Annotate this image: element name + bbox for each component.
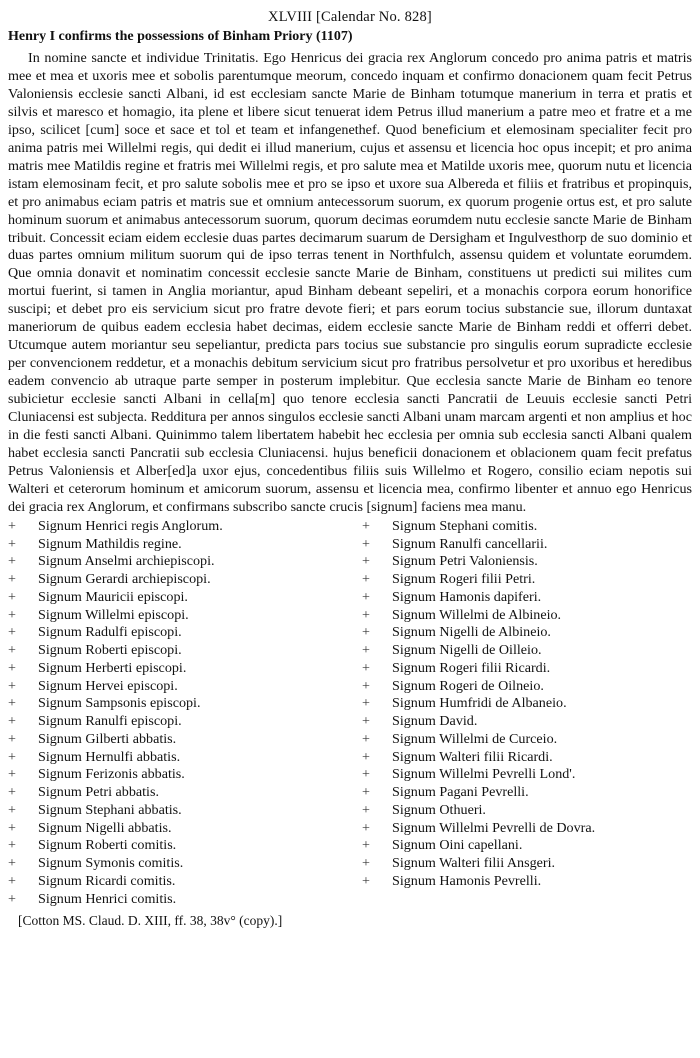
signa-column-right <box>362 518 692 909</box>
cross-mark-icon: + <box>8 659 16 676</box>
cross-mark-icon: + <box>8 517 16 534</box>
signa-column-left <box>8 518 362 909</box>
signum-text: Signum Sampsonis episcopi. <box>38 695 201 712</box>
signum-entry <box>8 766 362 784</box>
signum-text: Signum Ranulfi cancellarii. <box>392 535 548 552</box>
cross-mark-icon: + <box>8 837 16 854</box>
signum-text: Signum Hervei episcopi. <box>38 677 178 694</box>
signum-entry <box>362 820 692 838</box>
cross-mark-icon: + <box>8 730 16 747</box>
signum-entry <box>362 536 692 554</box>
signum-entry <box>362 873 692 891</box>
signum-text: Signum Walteri filii Ricardi. <box>392 748 553 765</box>
signum-entry <box>362 749 692 767</box>
signum-entry <box>8 607 362 625</box>
signum-text: Signum Petri abbatis. <box>38 784 159 801</box>
signum-entry <box>362 589 692 607</box>
cross-mark-icon: + <box>8 713 16 730</box>
cross-mark-icon: + <box>8 748 16 765</box>
cross-mark-icon: + <box>8 855 16 872</box>
cross-mark-icon: + <box>8 553 16 570</box>
cross-mark-icon: + <box>8 784 16 801</box>
signum-text: Signum Pagani Pevrelli. <box>392 784 529 801</box>
signum-text: Signum Willelmi Pevrelli Lond'. <box>392 766 576 783</box>
cross-mark-icon: + <box>8 801 16 818</box>
signum-entry <box>362 784 692 802</box>
signum-entry <box>8 837 362 855</box>
cross-mark-icon: + <box>362 819 370 836</box>
signum-text: Signum Gerardi archiepiscopi. <box>38 571 211 588</box>
signum-text: Signum Othueri. <box>392 801 486 818</box>
cross-mark-icon: + <box>362 730 370 747</box>
signum-entry <box>362 642 692 660</box>
cross-mark-icon: + <box>8 642 16 659</box>
cross-mark-icon: + <box>8 571 16 588</box>
cross-mark-icon: + <box>362 677 370 694</box>
cross-mark-icon: + <box>362 659 370 676</box>
signum-entry <box>362 571 692 589</box>
cross-mark-icon: + <box>362 766 370 783</box>
signum-entry <box>362 766 692 784</box>
cross-mark-icon: + <box>362 624 370 641</box>
signum-entry <box>362 731 692 749</box>
signum-entry <box>8 642 362 660</box>
signum-entry <box>8 624 362 642</box>
signum-entry <box>8 731 362 749</box>
signum-text: Signum Mauricii episcopi. <box>38 588 188 605</box>
signum-text: Signum Stephani abbatis. <box>38 801 182 818</box>
cross-mark-icon: + <box>8 766 16 783</box>
cross-mark-icon: + <box>362 553 370 570</box>
cross-mark-icon: + <box>362 837 370 854</box>
cross-mark-icon: + <box>362 517 370 534</box>
signum-entry <box>8 784 362 802</box>
signum-entry <box>362 695 692 713</box>
signum-text: Signum Stephani comitis. <box>392 517 538 534</box>
signum-text: Signum Rogeri de Oilneio. <box>392 677 544 694</box>
signum-text: Signum Hernulfi abbatis. <box>38 748 181 765</box>
signum-text: Signum Hamonis Pevrelli. <box>392 872 542 889</box>
cross-mark-icon: + <box>8 624 16 641</box>
signum-text: Signum Oini capellani. <box>392 837 523 854</box>
signum-entry <box>8 820 362 838</box>
signum-text: Signum Symonis comitis. <box>38 855 184 872</box>
signum-entry <box>8 891 362 909</box>
charter-text: In nomine sancte et individue Trinitatis. Ego Henricus dei gracia rex Anglorum concedo pro anima patris et matris mee et mea et uxoris mee et sobolis parentumque meorum, concedo inquam et confirmo donacionem quam fecit Petrus Valoniensis ecclesie sancti Albani, id est ecclesiam sancte Marie de Binham totumque manerium in terra et pratis et silvis et maresco et homagio, ita plene et libere sicut tenuerat idem Petrus illud manerium a patre meo et fratre et a me ipso, scilicet [cum] soce et sace et tol et team et infangenethef. Quod beneficium et elemosinam specialiter fecit pro anima patris mei Willelmi regis, qui dedit ei illud manerium, cujus et assensu et licencia hoc opus incepit; et pro anima matris mee Matildis regine et fratris mei Willelmi regis, et pro salute mea et Matilde uxoris mee, quorum nutu et licencia istam elemosinam fecit, et pro salute sobolis mee et pro se ipso et uxore sua Albereda et filiis et fratribus et propinquis, et pro animabus eciam patris et matris sue et omnium antecessorum suorum, ex quorum progenie ortus est, et pro salute hominum suorum et animabus antecessorum suorum, quorum decimas eorumdem nutu ecclesie sancte Marie de Binham tribuit. Concessit eciam eidem ecclesie duas partes decimarum suarum de Dersigham et Ingulvesthorp de suo dominio et duas partes omnium militum suorum qui de ipso terras tenent in Northfulch, assensu quidem et voluntate eorumdem. Que omnia donavit et nominatim concessit ecclesie sancte Marie de Binham, constituens ut predicti sui milites cum mortui fuerint, si tamen in Anglia moriantur, apud Binham debeant sepeliri, et a monachis corpora eorum honorifice suscipi; et debet pro eis servicium sicut pro fratre devote fieri; et pars eorum tocius substancie sue, illorum duntaxat maneriorum de quibus eadem ecclesia habet decimas, eidem ecclesie sancte Marie de Binham reddi et offerri debet. Utcumque autem moriantur seu sepeliantur, predicta pars tocius sue substancie pro singulis eorum supradicte ecclesie per convencionem reddetur, et a monachis debitum servicium sicut pro fratribus persolvetur et pro uxoribus et heredibus eadem convencio ab utraque parte semper in posterum implebitur. Que ecclesia sancte Marie de Binham eo tenore subicietur ecclesie sancti Albani in cella[m] quo tenore ecclesia sancti Pancratii de Leuuis ecclesie sancti Petri Cluniacensi est subjecta. Redditura per annos singulos ecclesie sancti Albani unam marcam argenti et non amplius et hoc in die festi sancti Albani. Quinimmo talem libertatem habebit hec ecclesia per omnia sub ecclesia sancti Albani qualem habet ecclesia sancti Pancratii sub ecclesia Cluniacensi. hujus beneficii donacionem et oblacionem quam fecit prefatus Petrus Valoniensis et Alber[ed]a uxor ejus, concedentibus filiis suis Willelmo et Rogero, consilio eciam nepotis sui Walteri et ceterorum hominum et amicorum suorum, assensu et licencia mea, confirmo libenter et annuo ego Henricus dei gracia rex Anglorum, et confirmans subscribo sancte crucis [signum] faciens mea manu. <box>8 50 692 515</box>
signum-entry <box>362 837 692 855</box>
signum-entry <box>362 678 692 696</box>
signum-entry <box>8 855 362 873</box>
signum-entry <box>362 553 692 571</box>
signum-entry <box>8 749 362 767</box>
cross-mark-icon: + <box>362 801 370 818</box>
signum-text: Signum Willelmi de Curceio. <box>392 730 558 747</box>
signum-text: Signum Willelmi Pevrelli de Dovra. <box>392 819 596 836</box>
cross-mark-icon: + <box>8 606 16 623</box>
charter-body <box>8 50 692 517</box>
signa-list <box>8 518 692 909</box>
signum-entry <box>8 695 362 713</box>
signum-entry <box>8 678 362 696</box>
cross-mark-icon: + <box>8 872 16 889</box>
cross-mark-icon: + <box>362 606 370 623</box>
document-heading: XLVIII [Calendar No. 828] <box>268 9 432 25</box>
cross-mark-icon: + <box>362 571 370 588</box>
signum-entry <box>362 607 692 625</box>
cross-mark-icon: + <box>362 713 370 730</box>
signum-text: Signum Anselmi archiepiscopi. <box>38 553 215 570</box>
signum-text: Signum Hamonis dapiferi. <box>392 588 542 605</box>
document-page <box>8 8 692 930</box>
signum-entry <box>362 802 692 820</box>
cross-mark-icon: + <box>362 855 370 872</box>
cross-mark-icon: + <box>362 784 370 801</box>
signum-text: Signum Ferizonis abbatis. <box>38 766 185 783</box>
cross-mark-icon: + <box>362 588 370 605</box>
signum-text: Signum Roberti comitis. <box>38 837 177 854</box>
signum-text: Signum Nigelli de Oilleio. <box>392 642 542 659</box>
signum-entry <box>8 536 362 554</box>
signum-entry <box>8 713 362 731</box>
cross-mark-icon: + <box>362 748 370 765</box>
signum-text: Signum Nigelli abbatis. <box>38 819 172 836</box>
document-title: Henry I confirms the possessions of Binham Priory (1107) <box>8 29 353 44</box>
cross-mark-icon: + <box>8 890 16 907</box>
signum-text: Signum Henrici regis Anglorum. <box>38 517 223 534</box>
cross-mark-icon: + <box>362 872 370 889</box>
cross-mark-icon: + <box>362 535 370 552</box>
signum-entry <box>362 624 692 642</box>
signum-text: Signum Herberti episcopi. <box>38 659 187 676</box>
signum-entry <box>362 660 692 678</box>
cross-mark-icon: + <box>8 819 16 836</box>
signum-entry <box>362 713 692 731</box>
signum-text: Signum Willelmi episcopi. <box>38 606 189 623</box>
source-citation: [Cotton MS. Claud. D. XIII, ff. 38, 38v° (copy).] <box>18 913 283 929</box>
signum-text: Signum Rogeri filii Ricardi. <box>392 659 551 676</box>
signum-entry <box>362 855 692 873</box>
signum-text: Signum Humfridi de Albaneio. <box>392 695 567 712</box>
signum-entry <box>362 518 692 536</box>
signum-entry <box>8 802 362 820</box>
signum-text: Signum Petri Valoniensis. <box>392 553 538 570</box>
signum-text: Signum Willelmi de Albineio. <box>392 606 562 623</box>
signum-text: Signum Ranulfi episcopi. <box>38 713 182 730</box>
signum-text: Signum Radulfi episcopi. <box>38 624 182 641</box>
signum-entry <box>8 660 362 678</box>
signum-text: Signum Mathildis regine. <box>38 535 182 552</box>
signum-text: Signum Rogeri filii Petri. <box>392 571 536 588</box>
cross-mark-icon: + <box>8 588 16 605</box>
cross-mark-icon: + <box>8 535 16 552</box>
signum-entry <box>8 518 362 536</box>
signum-text: Signum Henrici comitis. <box>38 890 177 907</box>
cross-mark-icon: + <box>8 677 16 694</box>
signum-text: Signum Walteri filii Ansgeri. <box>392 855 556 872</box>
signum-entry <box>8 571 362 589</box>
signum-entry <box>8 873 362 891</box>
cross-mark-icon: + <box>362 642 370 659</box>
signum-text: Signum Roberti episcopi. <box>38 642 182 659</box>
signum-text: Signum Ricardi comitis. <box>38 872 176 889</box>
cross-mark-icon: + <box>8 695 16 712</box>
signum-entry <box>8 589 362 607</box>
cross-mark-icon: + <box>362 695 370 712</box>
signum-text: Signum David. <box>392 713 478 730</box>
signum-text: Signum Gilberti abbatis. <box>38 730 177 747</box>
signum-text: Signum Nigelli de Albineio. <box>392 624 551 641</box>
signum-entry <box>8 553 362 571</box>
